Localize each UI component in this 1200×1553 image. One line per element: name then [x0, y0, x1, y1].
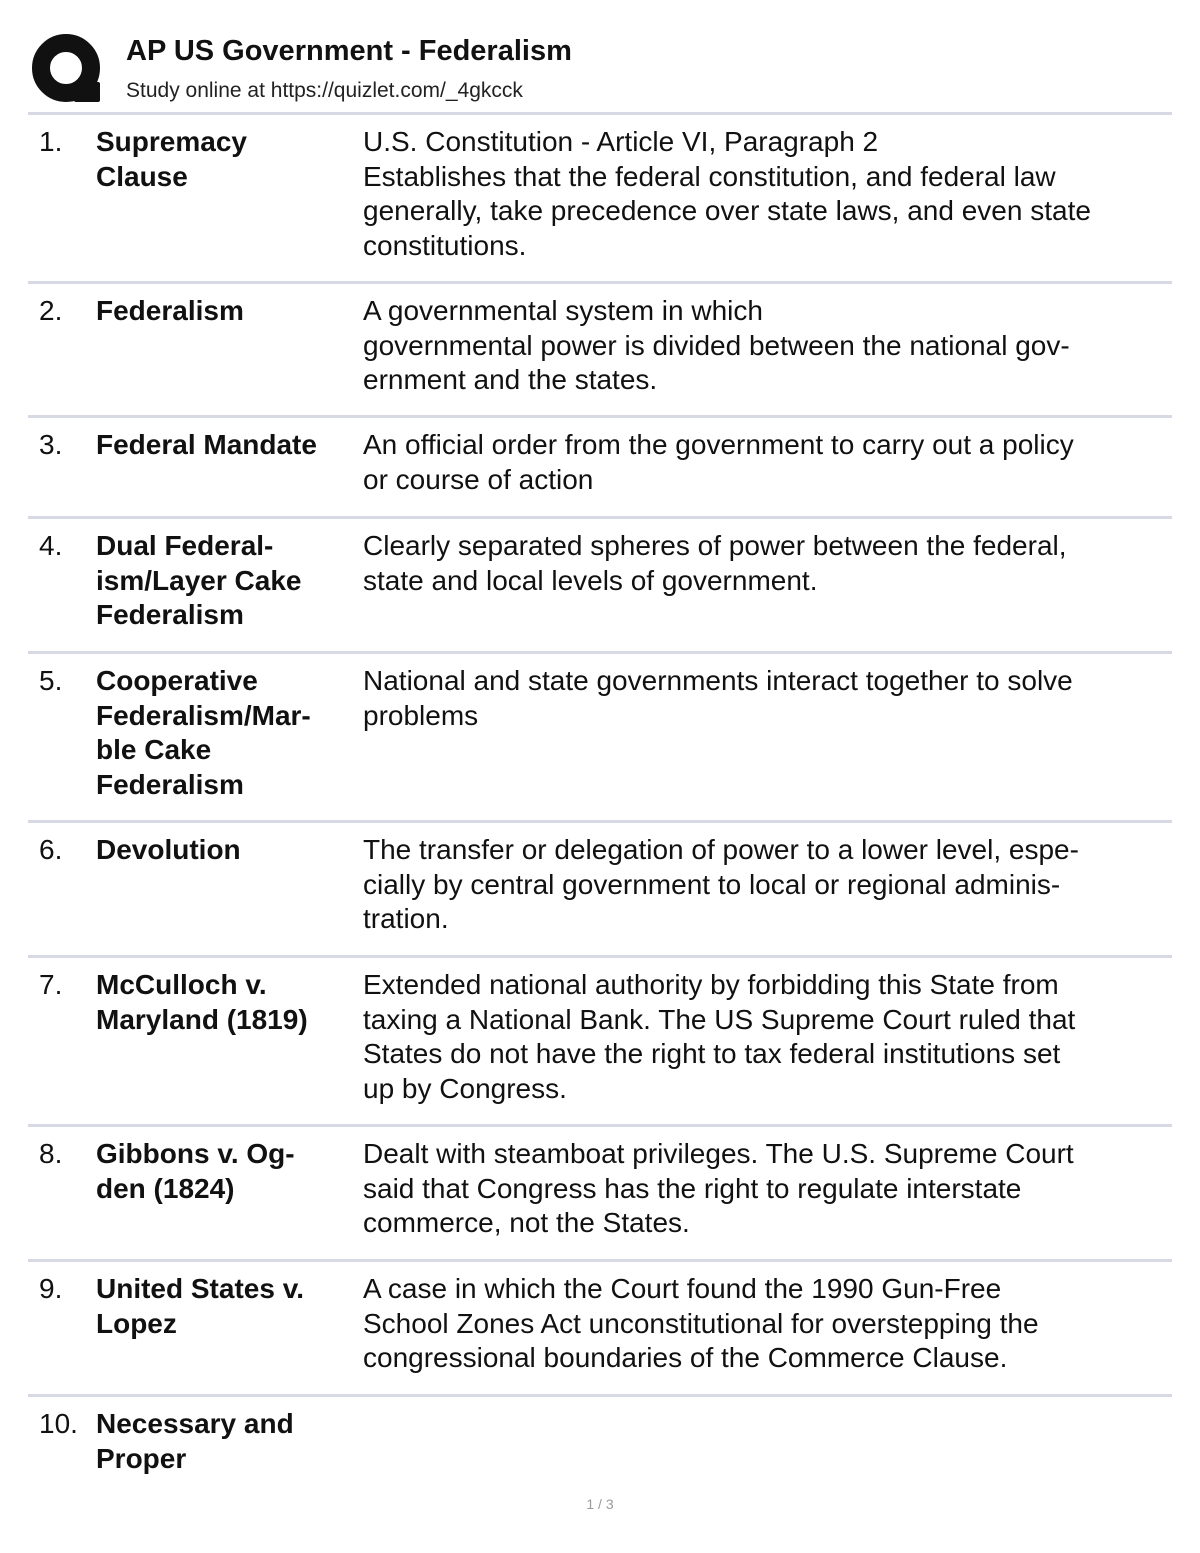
term-definition: National and state governments interact together to solve problems	[363, 665, 1073, 731]
term-row	[28, 1127, 1172, 1262]
page-title: AP US Government - Federalism	[126, 35, 572, 67]
term-row	[28, 823, 1172, 958]
term-row	[28, 1262, 1172, 1397]
term-definition: U.S. Constitution - Article VI, Paragraph 2 Establishes that the federal constitution, and federal law generally, take precedence over state laws, and even state constitutions.	[363, 126, 1091, 261]
page-number: 1 / 3	[586, 1496, 614, 1512]
term-number: 4.	[39, 530, 63, 561]
term-number: 3.	[39, 429, 63, 460]
term-definition: Clearly separated spheres of power between the federal, state and local levels of government.	[363, 530, 1067, 596]
term-name: Gibbons v. Og- den (1824)	[96, 1138, 295, 1204]
term-definition: A governmental system in which governmental power is divided between the national gov- ernment and the states.	[363, 295, 1070, 395]
term-number: 9.	[39, 1273, 63, 1304]
term-row	[28, 284, 1172, 418]
term-row	[28, 1397, 1172, 1503]
term-name: Cooperative Federalism/Mar- ble Cake Federalism	[96, 665, 311, 800]
term-number: 6.	[39, 834, 63, 865]
page-header	[28, 28, 1172, 112]
term-number: 2.	[39, 295, 63, 326]
term-name: Necessary and Proper	[96, 1408, 294, 1474]
study-online-link-text: Study online at https://quizlet.com/_4gkcck	[126, 79, 523, 102]
term-definition: An official order from the government to carry out a policy or course of action	[363, 429, 1074, 495]
term-definition: A case in which the Court found the 1990 Gun-Free School Zones Act unconstitutional for overstepping the congressional boundaries of the Commerce Clause.	[363, 1273, 1039, 1373]
term-definition: Dealt with steamboat privileges. The U.S. Supreme Court said that Congress has the right to regulate interstate commerce, not the States.	[363, 1138, 1074, 1238]
term-number: 7.	[39, 969, 63, 1000]
term-name: United States v. Lopez	[96, 1273, 304, 1339]
term-name: Federalism	[96, 295, 244, 326]
term-name: Devolution	[96, 834, 241, 865]
term-row	[28, 519, 1172, 654]
term-number: 1.	[39, 126, 63, 157]
term-definition: Extended national authority by forbidding this State from taxing a National Bank. The US Supreme Court ruled that States do not have the right to tax federal institutions set up by Congress.	[363, 969, 1076, 1104]
term-row	[28, 958, 1172, 1127]
term-number: 5.	[39, 665, 63, 696]
term-name: Dual Federal- ism/Layer Cake Federalism	[96, 530, 302, 630]
term-number: 8.	[39, 1138, 63, 1169]
term-row	[28, 418, 1172, 519]
term-name: McCulloch v. Maryland (1819)	[96, 969, 308, 1035]
term-name: Federal Mandate	[96, 429, 317, 460]
term-name: Supremacy Clause	[96, 126, 247, 192]
terms-list	[28, 115, 1172, 1503]
term-row	[28, 654, 1172, 823]
term-definition: The transfer or delegation of power to a lower level, espe- cially by central government to local or regional adminis- tration.	[363, 834, 1079, 934]
term-number: 10.	[39, 1408, 78, 1439]
quizlet-q-logo-icon	[30, 30, 106, 106]
term-row	[28, 115, 1172, 284]
